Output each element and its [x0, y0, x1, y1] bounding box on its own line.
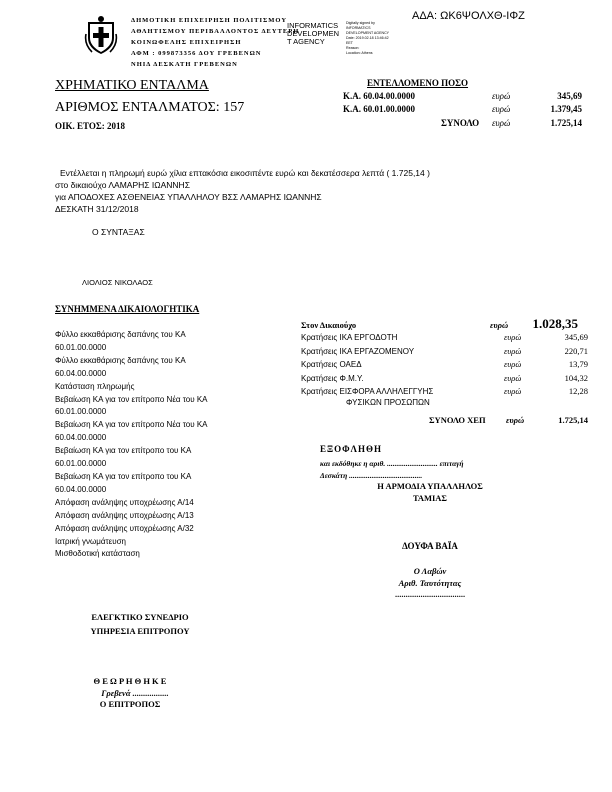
attachment-item: Βεβαίωση ΚΑ για τον επίτροπο του ΚΑ [55, 471, 192, 481]
attachment-item: Βεβαίωση ΚΑ για τον επίτροπο του ΚΑ [55, 446, 192, 456]
document-title: ΧΡΗΜΑΤΙΚΟ ΕΝΤΑΛΜΑ [55, 78, 209, 93]
attachment-item: 60.01.00.0000 [55, 459, 107, 469]
header-line-3: ΚΟΙΝΩΦΕΛΗΣ ΕΠΙΧΕΙΡΗΣΗ [131, 39, 242, 46]
header-line-1: ΔΗΜΟΤΙΚΗ ΕΠΙΧΕΙΡΗΣΗ ΠΟΛΙΤΙΣΜΟΥ [131, 17, 288, 24]
responsible-officer: Η ΑΡΜΟΔΙΑ ΥΠΑΛΛΗΛΟΣ [377, 481, 483, 491]
beneficiary-unit: ευρώ [490, 320, 509, 330]
attachments-heading: ΣΥΝΗΜΜΕΝΑ ΔΙΚΑΙΟΛΟΓΗΤΙΚΑ [55, 304, 200, 314]
beneficiary-value: 1.028,35 [532, 316, 578, 331]
stamp-detail-1: Digitally signed by [346, 21, 375, 25]
attachment-item: Ιατρική γνωμάτευση [55, 536, 126, 546]
stamp-detail-7: Location: Athens [346, 51, 373, 55]
purpose-line: για ΑΠΟΔΟΧΕΣ ΑΣΘΕΝΕΙΑΣ ΥΠΑΛΛΗΛΟΥ ΒΣΣ ΛΑΜΑΡΗΣ ΙΩΑΝΝΗΣ [55, 192, 322, 202]
deduction-value: 12,28 [568, 386, 588, 396]
stamp-line-1: INFORMATICS [287, 21, 339, 30]
signature-stamp-label [287, 22, 339, 46]
deduction-unit: ευρώ [504, 359, 522, 369]
deduction-value: 104,32 [564, 372, 588, 383]
composer-title: Ο ΣΥΝΤΑΞΑΣ [92, 227, 145, 237]
commissioner: Ο ΕΠΙΤΡΟΠΟΣ [99, 699, 161, 709]
deductions-labels [301, 331, 433, 399]
amount-unit-1: ευρώ [492, 91, 511, 101]
deduction-label: Κρατήσεις ΙΚΑ ΕΡΓΑΖΟΜΕΝΟΥ [301, 346, 415, 356]
attachment-item: 60.04.00.0000 [55, 433, 107, 443]
coat-of-arms-logo [84, 14, 118, 56]
attachment-item: Απόφαση ανάληψης υποχρέωσης Α/32 [55, 523, 194, 533]
ada-code: ΑΔΑ: ΩΚ6ΨΟΛΧΘ-ΙΦΖ [412, 10, 525, 22]
amount-value-1: 345,69 [557, 91, 582, 101]
attachment-item: 60.01.00.0000 [55, 407, 107, 417]
payment-order-text: Εντέλλεται η πληρωμή ευρώ χίλια επτακόσια εικοσιπέντε ευρώ και δεκατέσσερα λεπτά ( 1.725,14 ) [60, 168, 430, 178]
header-line-5: ΝΗΙΔ ΔΕΣΚΑΤΗ ΓΡΕΒΕΝΩΝ [131, 61, 238, 68]
amount-total-value: 1.725,14 [550, 118, 582, 128]
attachment-item: Απόφαση ανάληψης υποχρέωσης Α/14 [55, 497, 194, 507]
deduction-value: 345,69 [564, 332, 588, 342]
attachment-item: 60.01.00.0000 [55, 342, 107, 352]
cashier-signer: ΔΟΥΦΑ ΒΑΪΑ [402, 541, 458, 551]
fiscal-year: ΟΙΚ. ΕΤΟΣ: 2018 [55, 121, 125, 131]
deductions-units [504, 331, 521, 399]
deduction-unit: ευρώ [504, 372, 522, 383]
beneficiary-line: στο δικαιούχο ΛΑΜΑΡΗΣ ΙΩΑΝΝΗΣ [55, 180, 190, 190]
attachment-item: Μισθοδοτική κατάσταση [55, 549, 140, 559]
deductions-total-label: ΣΥΝΟΛΟ ΧΕΠ [429, 415, 486, 425]
attachment-item: Κατάσταση πληρωμής [55, 381, 135, 391]
deductions-total-unit: ευρώ [506, 415, 525, 425]
header-line-4: ΑΦΜ : 099873356 ΔΟΥ ΓΡΕΒΕΝΩΝ [131, 50, 262, 57]
deduction-label-cont: ΦΥΣΙΚΩΝ ΠΡΟΣΩΠΩΝ [346, 398, 430, 407]
deductions-values [528, 331, 588, 399]
deduction-value: 13,79 [568, 359, 588, 369]
amount-unit-2: ευρώ [492, 104, 511, 114]
amount-total-label: ΣΥΝΟΛΟ [441, 118, 480, 128]
deduction-label: Κρατήσεις Φ.Μ.Υ. [301, 373, 364, 383]
amount-value-2: 1.379,45 [550, 104, 582, 114]
deduction-label: Κρατήσεις ΕΙΣΦΟΡΑ ΑΛΛΗΛΕΓΓΥΗΣ [301, 387, 434, 396]
signature-stamp-details [346, 21, 389, 56]
stamp-detail-2: INFORMATICS [346, 26, 371, 30]
id-number-label: Αριθ. Ταυτότητας [398, 578, 462, 588]
attachment-item: 60.04.00.0000 [55, 484, 107, 494]
stamp-detail-6: Reason: [346, 46, 360, 50]
stamp-detail-3: DEVELOPMENT AGENCY [346, 31, 390, 35]
deduction-unit: ευρώ [504, 345, 522, 356]
paid-heading: ΕΞΟΦΛΗΘΗ [320, 444, 383, 454]
seen-place: Γρεβενά ................. [101, 688, 169, 698]
seen-stamp: Θ Ε Ω Ρ Η Θ Η Κ Ε [93, 676, 167, 686]
attachment-item: Βεβαίωση ΚΑ για τον επίτροπο Νέα του ΚΑ [55, 420, 208, 430]
deduction-value: 220,71 [564, 345, 588, 356]
deductions-total-value: 1.725,14 [558, 415, 588, 425]
deduction-label: Κρατήσεις ΟΑΕΔ [301, 360, 362, 369]
stamp-line-2: DEVELOPMEN [287, 29, 340, 38]
attachments-list [55, 329, 208, 561]
stamp-line-3: T AGENCY [287, 37, 325, 46]
attachment-item: Απόφαση ανάληψης υποχρέωσης Α/13 [55, 510, 194, 520]
audit-court: ΕΛΕΓΚΤΙΚΟ ΣΥΝΕΔΡΙΟ [91, 612, 189, 622]
beneficiary-label: Στον Δικαιούχο [301, 320, 357, 330]
deduction-label: Κρατήσεις ΙΚΑ ΕΡΓΟΔΟΤΗ [301, 333, 398, 342]
deduction-unit: ευρώ [504, 386, 522, 396]
attachment-item: Φύλλο εκκαθάρισης δαπάνης του ΚΑ [55, 355, 186, 365]
cashier-role: ΤΑΜΙΑΣ [412, 493, 447, 503]
place-line: Δεσκάτη ....................................... [320, 471, 423, 480]
attachment-item: Φύλλο εκκαθάρισης δαπάνης του ΚΑ [55, 330, 186, 339]
stamp-detail-5: EET [346, 41, 353, 45]
organization-header [131, 15, 299, 70]
header-line-2: ΑΘΛΗΤΙΣΜΟΥ ΠΕΡΙΒΑΛΛΟΝΤΟΣ ΔΕΥΤΕΡΗ [131, 28, 300, 35]
cheque-line: και εκδόθηκε η αριθ. ........................... επιταγή [320, 459, 464, 468]
warrant-number: ΑΡΙΘΜΟΣ ΕΝΤΑΛΜΑΤΟΣ: 157 [55, 100, 245, 115]
deduction-unit: ευρώ [504, 332, 522, 342]
amount-heading: ΕΝΤΕΛΛΟΜΕΝΟ ΠΟΣΟ [367, 78, 469, 88]
amount-code-1: Κ.Α. 60.04.00.0000 [343, 91, 415, 101]
audit-service: ΥΠΗΡΕΣΙΑ ΕΠΙΤΡΟΠΟΥ [90, 626, 190, 636]
place-date-line: ΔΕΣΚΑΤΗ 31/12/2018 [55, 204, 139, 214]
amount-total-unit: ευρώ [492, 118, 511, 128]
recipient-label: Ο Λαβών [413, 566, 447, 576]
stamp-detail-4: Date: 2019.02.18 13:46:42 [346, 36, 389, 40]
id-number-dots: ................................. [394, 589, 466, 599]
attachment-item: Βεβαίωση ΚΑ για τον επίτροπο Νέα του ΚΑ [55, 394, 208, 404]
attachment-item: 60.04.00.0000 [55, 368, 107, 378]
composer-name: ΛΙΟΛΙΟΣ ΝΙΚΟΛΑΟΣ [82, 278, 153, 287]
amount-code-2: Κ.Α. 60.01.00.0000 [343, 104, 415, 114]
